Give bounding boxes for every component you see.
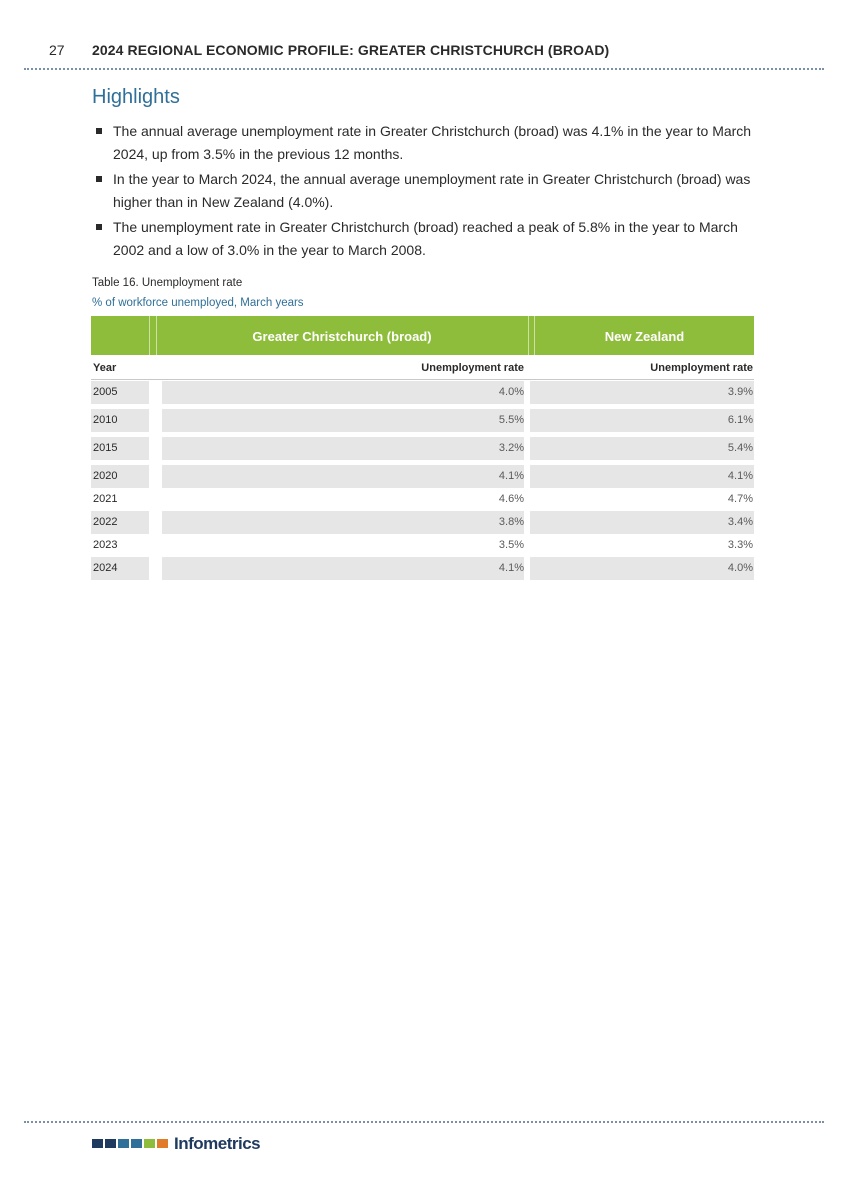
header-divider (24, 68, 824, 70)
cell-gc-rate: 3.5% (498, 539, 524, 551)
bullet-icon (96, 128, 102, 134)
table-row (91, 511, 754, 534)
highlight-text: The unemployment rate in Greater Christchurch (broad) reached a peak of 5.8% in the year to March 2002 and a low of 3.0% in the year to March 2008. (113, 219, 738, 258)
cell-nz-rate: 3.9% (727, 386, 753, 398)
logo-square-icon (144, 1139, 155, 1148)
cell-nz-rate: 4.0% (727, 562, 753, 574)
cell-year: 2005 (93, 386, 118, 398)
group-header-greater-christchurch: Greater Christchurch (broad) (252, 329, 432, 344)
logo-square-icon (118, 1139, 129, 1148)
table-title: Table 16. Unemployment rate (92, 277, 243, 289)
cell-nz-rate: 4.1% (727, 470, 753, 482)
document-title: 2024 REGIONAL ECONOMIC PROFILE: GREATER CHRISTCHURCH (BROAD) (92, 42, 610, 58)
cell-year: 2021 (93, 493, 118, 505)
cell-nz-rate: 3.4% (727, 516, 753, 528)
cell-gc-rate: 3.8% (498, 516, 524, 528)
highlight-item (92, 216, 752, 262)
highlights-heading: Highlights (92, 86, 180, 108)
cell-gc-rate: 4.1% (498, 470, 524, 482)
table-group-header (91, 316, 754, 355)
column-header-gc-rate: Unemployment rate (421, 362, 524, 374)
bullet-icon (96, 176, 102, 182)
cell-year: 2022 (93, 516, 118, 528)
cell-year: 2020 (93, 470, 118, 482)
table-row (91, 534, 754, 557)
cell-nz-rate: 6.1% (727, 414, 753, 426)
table-row (91, 409, 754, 432)
cell-gc-rate: 3.2% (498, 442, 524, 454)
footer-divider (24, 1121, 824, 1123)
table-column-headers (91, 355, 754, 380)
cell-nz-rate: 3.3% (727, 539, 753, 551)
highlights-list (92, 120, 752, 264)
logo-square-icon (92, 1139, 103, 1148)
cell-gc-rate: 4.1% (498, 562, 524, 574)
highlight-item (92, 168, 752, 214)
highlight-text: In the year to March 2024, the annual average unemployment rate in Greater Christchurch (broad) was higher than in New Zealand (4.0%). (113, 171, 751, 210)
cell-nz-rate: 5.4% (727, 442, 753, 454)
cell-gc-rate: 5.5% (498, 414, 524, 426)
unemployment-table (91, 316, 754, 580)
table-row (91, 557, 754, 580)
logo-square-icon (157, 1139, 168, 1148)
table-row (91, 488, 754, 511)
highlight-text: The annual average unemployment rate in Greater Christchurch (broad) was 4.1% in the year to March 2024, up from 3.5% in the previous 12 months. (113, 123, 752, 162)
page-header (0, 38, 844, 64)
column-divider (149, 316, 150, 355)
table-row (91, 437, 754, 460)
table-row (91, 465, 754, 488)
highlight-item (92, 120, 752, 166)
cell-year: 2023 (93, 539, 118, 551)
column-divider (528, 316, 529, 355)
cell-gc-rate: 4.0% (498, 386, 524, 398)
cell-nz-rate: 4.7% (727, 493, 753, 505)
cell-gc-rate: 4.6% (498, 493, 524, 505)
group-header-new-zealand: New Zealand (604, 329, 685, 344)
logo-square-icon (105, 1139, 116, 1148)
table-row (91, 381, 754, 404)
bullet-icon (96, 224, 102, 230)
page-number: 27 (49, 42, 65, 58)
column-header-nz-rate: Unemployment rate (650, 362, 753, 374)
logo-wordmark: Infometrics (174, 1134, 261, 1153)
column-header-year: Year (93, 362, 117, 374)
logo-square-icon (131, 1139, 142, 1148)
cell-year: 2015 (93, 442, 118, 454)
cell-year: 2010 (93, 414, 118, 426)
cell-year: 2024 (93, 562, 118, 574)
table-subtitle: % of workforce unemployed, March years (92, 297, 304, 309)
